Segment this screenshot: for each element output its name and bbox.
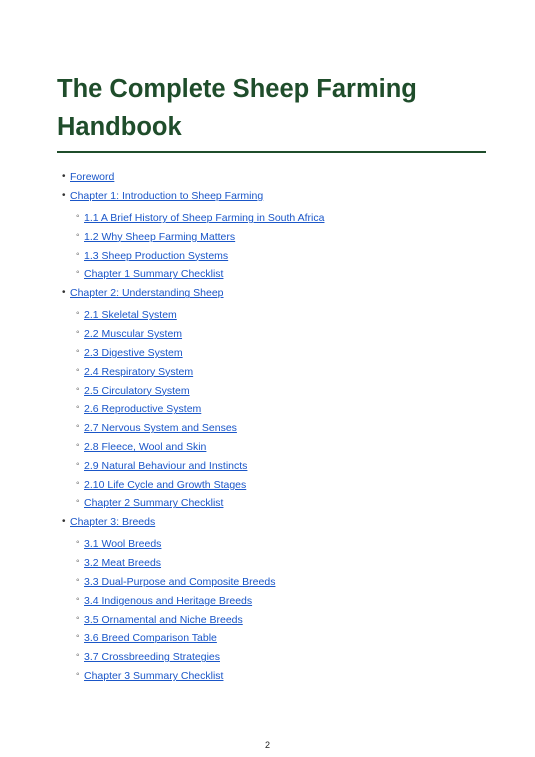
toc-sublink[interactable]: Chapter 2 Summary Checklist [84, 497, 224, 510]
toc-sublist [76, 537, 502, 683]
toc-subentry [76, 421, 502, 435]
toc-entry [62, 170, 502, 184]
toc-subentry [76, 556, 502, 570]
toc-subentry [76, 459, 502, 473]
toc-entry [62, 515, 502, 683]
toc-sublink[interactable]: 2.1 Skeletal System [84, 309, 177, 322]
toc-entry-row [62, 515, 502, 529]
toc-subentry [76, 594, 502, 608]
toc-sublink[interactable]: 2.9 Natural Behaviour and Instincts [84, 459, 248, 472]
table-of-contents [62, 170, 502, 688]
toc-subentry [76, 575, 502, 589]
toc-sublist [76, 308, 502, 510]
toc-sublink[interactable]: 2.10 Life Cycle and Growth Stages [84, 478, 247, 491]
toc-subentry [76, 613, 502, 627]
page-title: The Complete Sheep Farming Handbook [57, 75, 417, 141]
toc-sublink[interactable]: 1.3 Sheep Production Systems [84, 249, 229, 262]
toc-subentry [76, 537, 502, 551]
toc-subentry [76, 402, 502, 416]
toc-entry-row [62, 286, 502, 300]
page-number: 2 [264, 740, 270, 750]
toc-sublink[interactable]: 2.3 Digestive System [84, 346, 183, 359]
toc-entry [62, 286, 502, 510]
toc-list [62, 170, 502, 683]
toc-subentry [76, 327, 502, 341]
title-divider [57, 151, 486, 153]
toc-subentry [76, 308, 502, 322]
toc-sublink[interactable]: 3.5 Ornamental and Niche Breeds [84, 613, 243, 626]
toc-subentry [76, 478, 502, 492]
toc-link[interactable]: Chapter 3: Breeds [70, 516, 156, 529]
toc-sublink[interactable]: 3.2 Meat Breeds [84, 557, 162, 570]
toc-subentry [76, 631, 502, 645]
toc-sublink[interactable]: 3.1 Wool Breeds [84, 538, 162, 551]
toc-link[interactable]: Chapter 2: Understanding Sheep [70, 287, 224, 300]
toc-entry-row [62, 170, 502, 184]
toc-subentry [76, 230, 502, 244]
toc-subentry [76, 346, 502, 360]
toc-entry-row [62, 189, 502, 203]
toc-subentry [76, 365, 502, 379]
toc-sublink[interactable]: 2.4 Respiratory System [84, 365, 194, 378]
toc-link[interactable]: Foreword [70, 171, 115, 183]
toc-sublink[interactable]: 2.8 Fleece, Wool and Skin [84, 440, 207, 453]
toc-subentry [76, 650, 502, 664]
toc-sublink[interactable]: 1.2 Why Sheep Farming Matters [84, 230, 236, 243]
toc-sublink[interactable]: 2.6 Reproductive System [84, 403, 202, 416]
toc-sublink[interactable]: 3.4 Indigenous and Heritage Breeds [84, 594, 253, 607]
toc-sublink[interactable]: 3.3 Dual-Purpose and Composite Breeds [84, 575, 276, 588]
toc-subentry [76, 440, 502, 454]
toc-subentry [76, 267, 502, 281]
toc-sublist [76, 211, 502, 281]
toc-sublink[interactable]: 3.7 Crossbreeding Strategies [84, 651, 220, 664]
toc-sublink[interactable]: Chapter 3 Summary Checklist [84, 669, 224, 682]
toc-subentry [76, 211, 502, 225]
toc-subentry [76, 669, 502, 683]
toc-subentry [76, 496, 502, 510]
toc-sublink[interactable]: 3.6 Breed Comparison Table [84, 632, 217, 645]
toc-sublink[interactable]: 2.7 Nervous System and Senses [84, 422, 237, 435]
toc-link[interactable]: Chapter 1: Introduction to Sheep Farming [70, 190, 264, 202]
toc-subentry [76, 384, 502, 398]
toc-sublink[interactable]: 2.2 Muscular System [84, 328, 183, 341]
toc-sublink[interactable]: Chapter 1 Summary Checklist [84, 268, 224, 281]
toc-subentry [76, 249, 502, 263]
toc-sublink[interactable]: 2.5 Circulatory System [84, 384, 190, 397]
toc-entry [62, 189, 502, 281]
toc-sublink[interactable]: 1.1 A Brief History of Sheep Farming in South Africa [84, 212, 325, 224]
